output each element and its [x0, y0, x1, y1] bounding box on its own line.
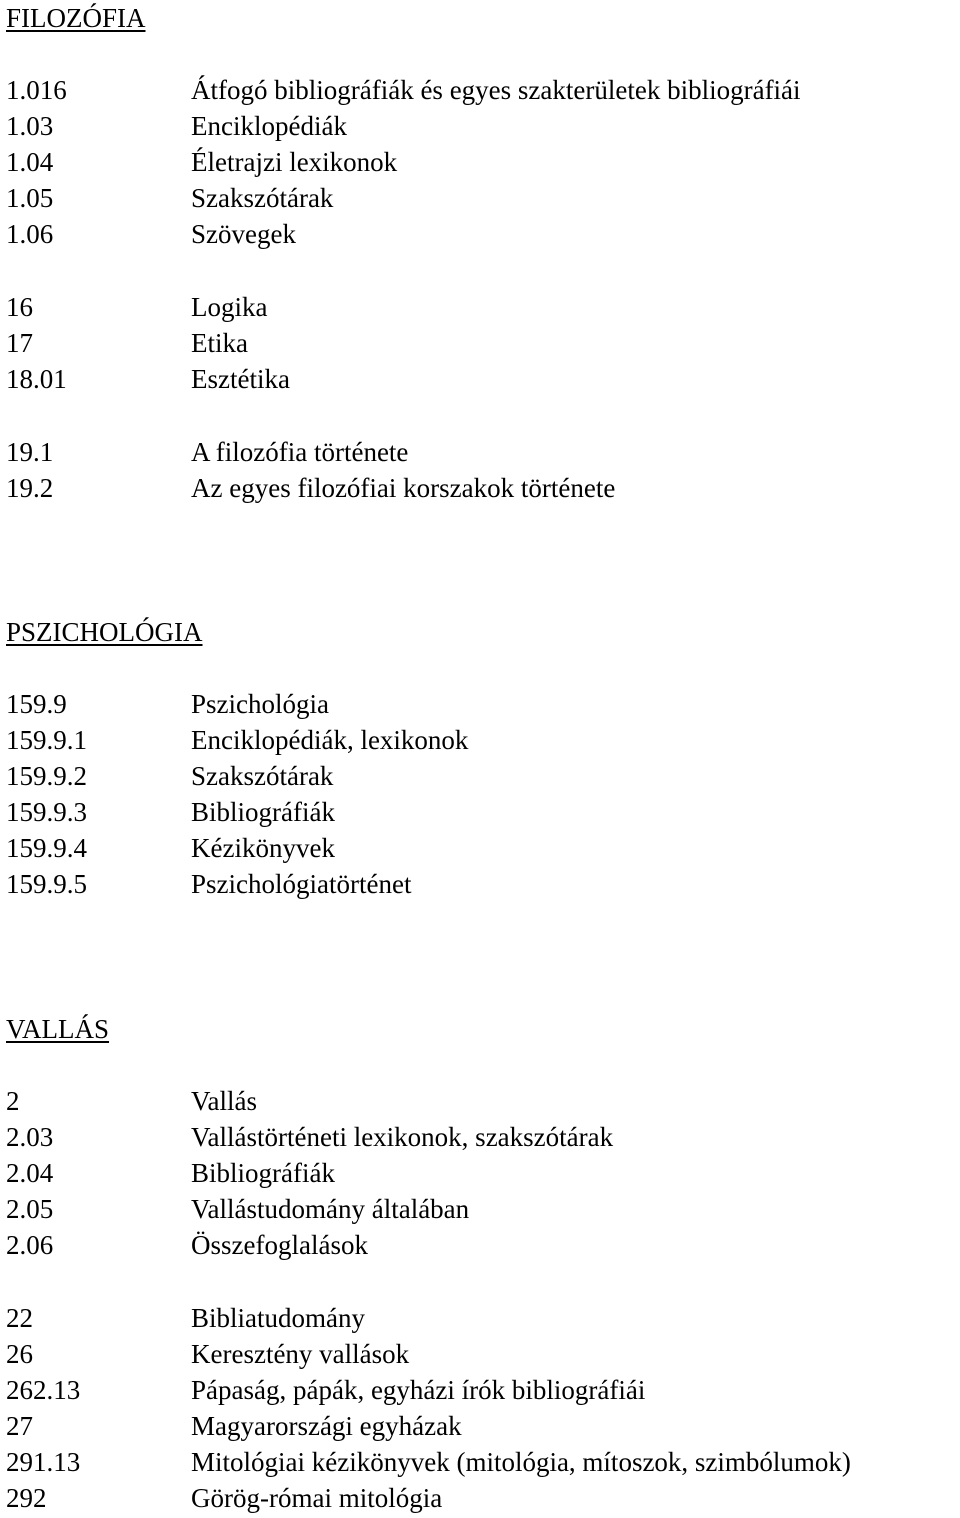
item-code: 2.04	[6, 1158, 54, 1188]
item-label: Esztétika	[191, 364, 290, 394]
item-code: 2.06	[6, 1230, 54, 1260]
item-label: Átfogó bibliográfiák és egyes szakterületek bibliográfiái	[191, 75, 801, 105]
item-code: 2.03	[6, 1122, 54, 1152]
section-heading-vallas: VALLÁS	[6, 1014, 110, 1044]
item-label: Keresztény vallások	[191, 1339, 410, 1369]
item-code: 1.05	[6, 183, 54, 213]
item-code: 16	[6, 292, 33, 322]
item-code: 1.06	[6, 219, 54, 249]
item-label: Vallástudomány általában	[191, 1194, 470, 1224]
item-code: 1.04	[6, 147, 54, 177]
item-code: 159.9.1	[6, 725, 87, 755]
item-code: 1.03	[6, 111, 54, 141]
item-label: Vallástörténeti lexikonok, szakszótárak	[191, 1122, 614, 1152]
item-code: 17	[6, 328, 33, 358]
item-code: 19.1	[6, 437, 54, 467]
item-label: Az egyes filozófiai korszakok története	[191, 473, 616, 503]
item-code: 159.9.5	[6, 869, 87, 899]
item-code: 262.13	[6, 1375, 81, 1405]
item-label: Életrajzi lexikonok	[191, 147, 398, 177]
item-label: Összefoglalások	[191, 1230, 368, 1260]
item-label: Etika	[191, 328, 248, 358]
item-label: Kézikönyvek	[191, 833, 335, 863]
section-heading-filozofia: FILOZÓFIA	[6, 3, 146, 33]
item-code: 292	[6, 1483, 47, 1513]
item-label: Görög-római mitológia	[191, 1483, 443, 1513]
item-label: Pápaság, pápák, egyházi írók bibliográfiái	[191, 1375, 646, 1405]
item-code: 18.01	[6, 364, 67, 394]
item-code: 2	[6, 1086, 20, 1116]
item-label: Bibliatudomány	[191, 1303, 365, 1333]
item-code: 22	[6, 1303, 33, 1333]
item-code: 26	[6, 1339, 33, 1369]
item-label: Szakszótárak	[191, 761, 334, 791]
item-label: Szövegek	[191, 219, 296, 249]
item-code: 19.2	[6, 473, 54, 503]
item-code: 159.9	[6, 689, 67, 719]
item-label: Enciklopédiák, lexikonok	[191, 725, 469, 755]
item-label: Magyarországi egyházak	[191, 1411, 462, 1441]
item-label: Szakszótárak	[191, 183, 334, 213]
item-label: A filozófia története	[191, 437, 409, 467]
item-label: Mitológiai kézikönyvek (mitológia, mítoszok, szimbólumok)	[191, 1447, 851, 1477]
item-label: Pszichológia	[191, 689, 329, 719]
item-label: Vallás	[191, 1086, 257, 1116]
item-code: 159.9.2	[6, 761, 87, 791]
item-code: 291.13	[6, 1447, 81, 1477]
item-label: Enciklopédiák	[191, 111, 347, 141]
section-heading-pszichologia: PSZICHOLÓGIA	[6, 617, 203, 647]
item-code: 2.05	[6, 1194, 54, 1224]
item-label: Pszichológiatörténet	[191, 869, 412, 899]
item-code: 159.9.4	[6, 833, 87, 863]
item-label: Logika	[191, 292, 268, 322]
item-code: 159.9.3	[6, 797, 87, 827]
item-label: Bibliográfiák	[191, 1158, 335, 1188]
item-code: 27	[6, 1411, 33, 1441]
item-label: Bibliográfiák	[191, 797, 335, 827]
item-code: 1.016	[6, 75, 67, 105]
